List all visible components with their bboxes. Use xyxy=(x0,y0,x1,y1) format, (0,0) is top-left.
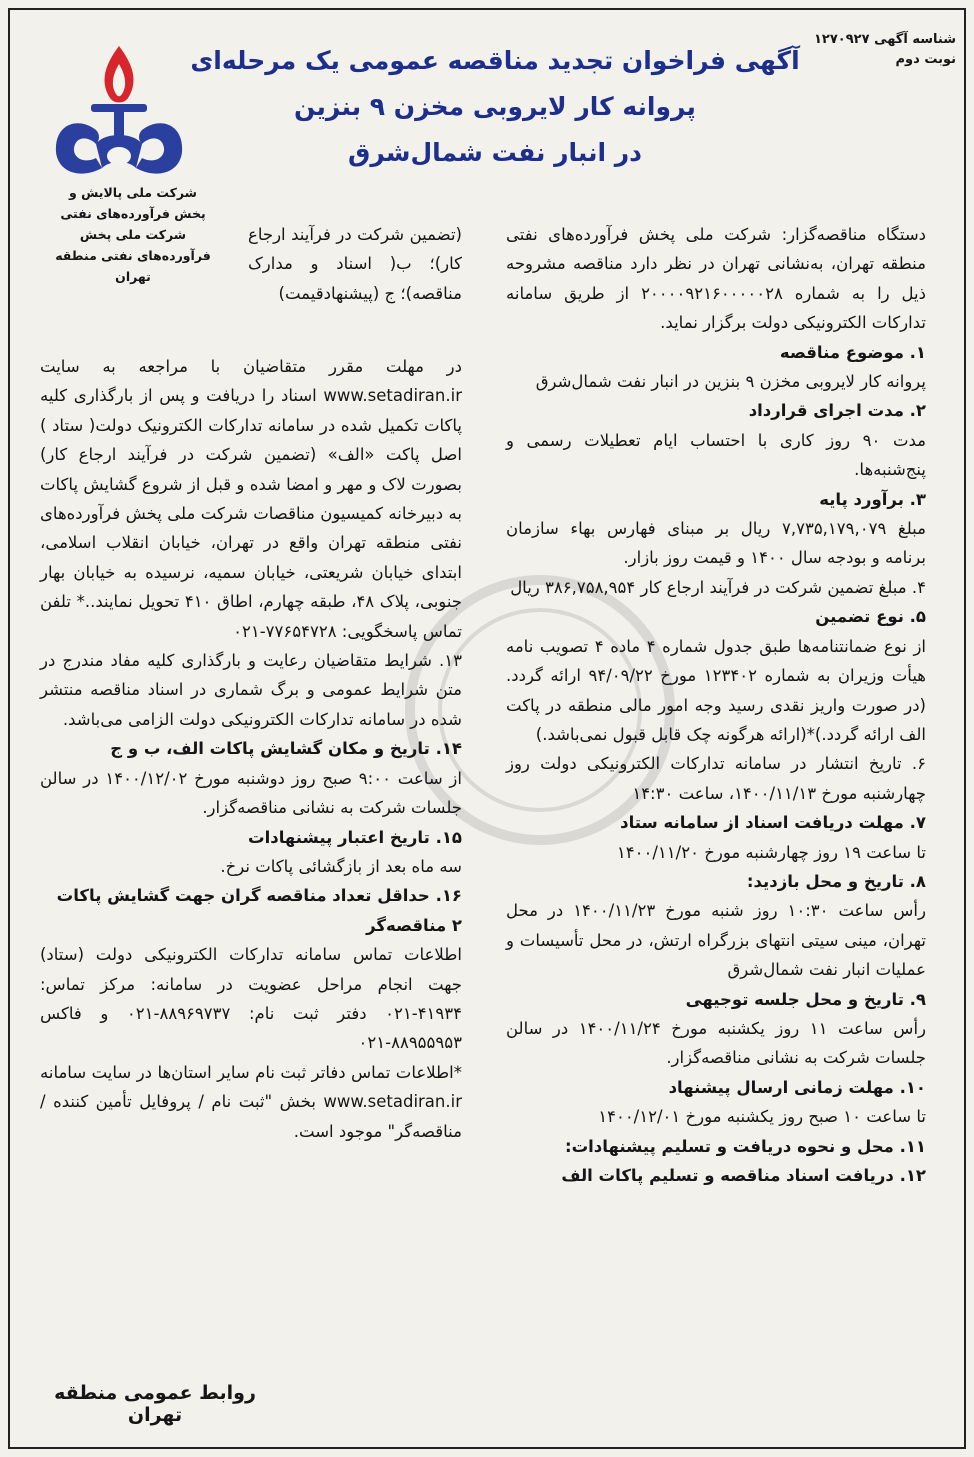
left-column xyxy=(40,352,462,1146)
nioc-logo-icon xyxy=(44,40,194,180)
section-heading: ۱۰. مهلت زمانی ارسال پیشنهاد xyxy=(668,1077,926,1097)
paragraph: ۴. مبلغ تضمین شرکت در فرآیند ارجاع کار ۳۸۶,۷۵۸,۹۵۴ ریال xyxy=(510,577,926,597)
paragraph: سه ماه بعد از بازگشائی پاکات نرخ. xyxy=(220,856,462,876)
paragraph: (تضمین شرکت در فرآیند ارجاع کار)؛ ب( اسناد و مدارک مناقصه)؛ ج (پیشنهادقیمت) xyxy=(248,225,462,303)
paragraph: مدت ۹۰ روز کاری با احتساب ایام تعطیلات رسمی و پنج‌شنبه‌ها. xyxy=(506,430,926,480)
ad-id: شناسه آگهی ۱۲۷۰۹۲۷ xyxy=(814,32,956,47)
company-line: پخش فرآورده‌های نفتی xyxy=(60,206,206,221)
paragraph: در مهلت مقرر متقاضیان با مراجعه به سایت www.setadiran.ir اسناد را دریافت و پس از بارگذاری کلیه پاکات تکمیل شده در سامانه تدارکات الکترونیک دولت( ستاد ) اصل پاکت «الف» (تضمین شرکت در فرآیند ارجاع کار) بصورت لاک و مهر و امضا شده و قبل از شروع گشایش پاکات به دبیرخانه کمیسیون مناقصات شرکت ملی پخش فرآورده‌های نفتی منطقه تهران واقع در تهران، خیابان انقلاب اسلامی، ابتدای خیابان شریعتی، خیابان سمیه، نرسیده به خیابان بهار جنوبی، پلاک ۴۸، طبقه چهارم، اطاق ۴۱۰ تحویل نمایند..* تلفن تماس پاسخگویی: ۷۷۶۵۴۷۲۸-۰۲۱ xyxy=(40,357,462,641)
publication-round: نوبت دوم xyxy=(895,52,956,67)
paragraph: *اطلاعات تماس دفاتر ثبت نام سایر استان‌ها در سایت سامانه www.setadiran.ir بخش "ثبت نام / پروفایل تأمین کننده / مناقصه‌گر" موجود است. xyxy=(40,1062,462,1141)
section-heading: ۲. مدت اجرای قرارداد xyxy=(748,401,926,421)
company-line: فرآورده‌های نفتی منطقه xyxy=(55,248,211,263)
paragraph: ۱۳. شرایط متقاضیان رعایت و بارگذاری کلیه مفاد مندرج در متن شرایط عمومی و برگ شماری در اسناد مناقصه منتشر شده در سامانه تدارکات الکترونیکی دولت الزامی می‌باشد. xyxy=(40,651,462,729)
left-column-top xyxy=(248,220,462,308)
signature: روابط عمومی منطقه تهران xyxy=(54,1382,256,1426)
paragraph: پروانه کار لایروبی مخزن ۹ بنزین در انبار نفت شمال‌شرق xyxy=(535,372,926,392)
paragraph: از نوع ضمانتنامه‌ها طبق جدول شماره ۴ ماده ۴ تصویب نامه هیأت وزیران به شماره ۱۲۳۴۰۲ مورخ ۹۴/۰۹/۲۲ ارائه گردد. (در صورت واریز نقدی رسید وجه امور مالی منطقه در پاکت الف ارائه گردد.)*(ارائه هرگونه چک قابل قبول نمی‌باشد.) xyxy=(506,636,926,744)
section-heading: ۱۶. حداقل تعداد مناقصه گران جهت گشایش پاکات xyxy=(56,886,462,906)
paragraph: اطلاعات تماس سامانه تدارکات الکترونیکی دولت (ستاد) جهت انجام مراحل عضویت در سامانه: مرکز تماس: ۴۱۹۳۴-۰۲۱ دفتر ثبت نام: ۸۸۹۶۹۷۳۷-۰۲۱ و فاکس ۸۸۹۵۵۹۵۳-۰۲۱ xyxy=(40,945,462,1053)
title-line-2: پروانه کار لایروبی مخزن ۹ بنزین xyxy=(294,92,696,121)
paragraph: دستگاه مناقصه‌گزار: شرکت ملی پخش فرآورده‌های نفتی منطقه تهران، به‌نشانی تهران در نظر دارد مناقصه مشروحه ذیل را به شماره ۲۰۰۰۰۹۲۱۶۰۰۰۰۰۲۸ از طریق سامانه تدارکات الکترونیکی دولت برگزار نماید. xyxy=(506,225,926,333)
section-heading: ۱۱. محل و نحوه دریافت و تسلیم پیشنهادات: xyxy=(564,1136,926,1156)
paragraph: تا ساعت ۱۹ روز چهارشنبه مورخ ۱۴۰۰/۱۱/۲۰ xyxy=(616,842,926,862)
company-name xyxy=(28,182,238,287)
section-heading: ۸. تاریخ و محل بازدید: xyxy=(746,871,926,891)
company-line: شرکت ملی پخش xyxy=(79,227,187,242)
paragraph: رأس ساعت ۱۱ روز یکشنبه مورخ ۱۴۰۰/۱۱/۲۴ در سالن جلسات شرکت به نشانی مناقصه‌گزار. xyxy=(506,1018,927,1068)
company-line: شرکت ملی پالایش و xyxy=(69,185,197,200)
company-line: تهران xyxy=(115,269,151,284)
paragraph: رأس ساعت ۱۰:۳۰ روز شنبه مورخ ۱۴۰۰/۱۱/۲۳ در محل تهران، مینی سیتی انتهای بزرگراه ارتش، در محل تأسیسات و عملیات انبار نفت شمال‌شرق xyxy=(506,901,926,980)
paragraph: از ساعت ۹:۰۰ صبح روز دوشنبه مورخ ۱۴۰۰/۱۲/۰۲ در سالن جلسات شرکت به نشانی مناقصه‌گزار. xyxy=(40,768,462,818)
paragraph: ۶. تاریخ انتشار در سامانه تدارکات الکترونیکی دولت روز چهارشنبه مورخ ۱۴۰۰/۱۱/۱۳، ساعت ۱۴:۳۰ xyxy=(506,754,926,803)
paragraph: ۲ مناقصه‌گر xyxy=(366,915,462,935)
section-heading: ۱. موضوع مناقصه xyxy=(779,342,926,362)
title-line-3: در انبار نفت شمال‌شرق xyxy=(347,138,643,167)
section-heading: ۳. برآورد پایه xyxy=(819,489,926,509)
section-heading: ۹. تاریخ و محل جلسه توجیهی xyxy=(685,989,926,1009)
right-column xyxy=(506,220,926,1190)
paragraph: تا ساعت ۱۰ صبح روز یکشنبه مورخ ۱۴۰۰/۱۲/۰۱ xyxy=(598,1107,926,1127)
section-heading: ۵. نوع تضمین xyxy=(815,607,926,627)
section-heading: ۱۴. تاریخ و مکان گشایش پاکات الف، ب و ج xyxy=(110,739,462,759)
section-heading: ۱۲. دریافت اسناد مناقصه و تسلیم پاکات الف xyxy=(561,1166,926,1185)
paragraph: مبلغ ۷,۷۳۵,۱۷۹,۰۷۹ ریال بر مبنای فهارس بهاء سازمان برنامه و بودجه سال ۱۴۰۰ و قیمت روز بازار. xyxy=(506,519,926,568)
title-line-1: آگهی فراخوان تجدید مناقصه عمومی یک مرحله‌ای xyxy=(190,46,800,75)
section-heading: ۱۵. تاریخ اعتبار پیشنهادات xyxy=(248,827,462,847)
section-heading: ۷. مهلت دریافت اسناد از سامانه ستاد xyxy=(620,813,926,833)
ad-id-block xyxy=(814,30,956,70)
